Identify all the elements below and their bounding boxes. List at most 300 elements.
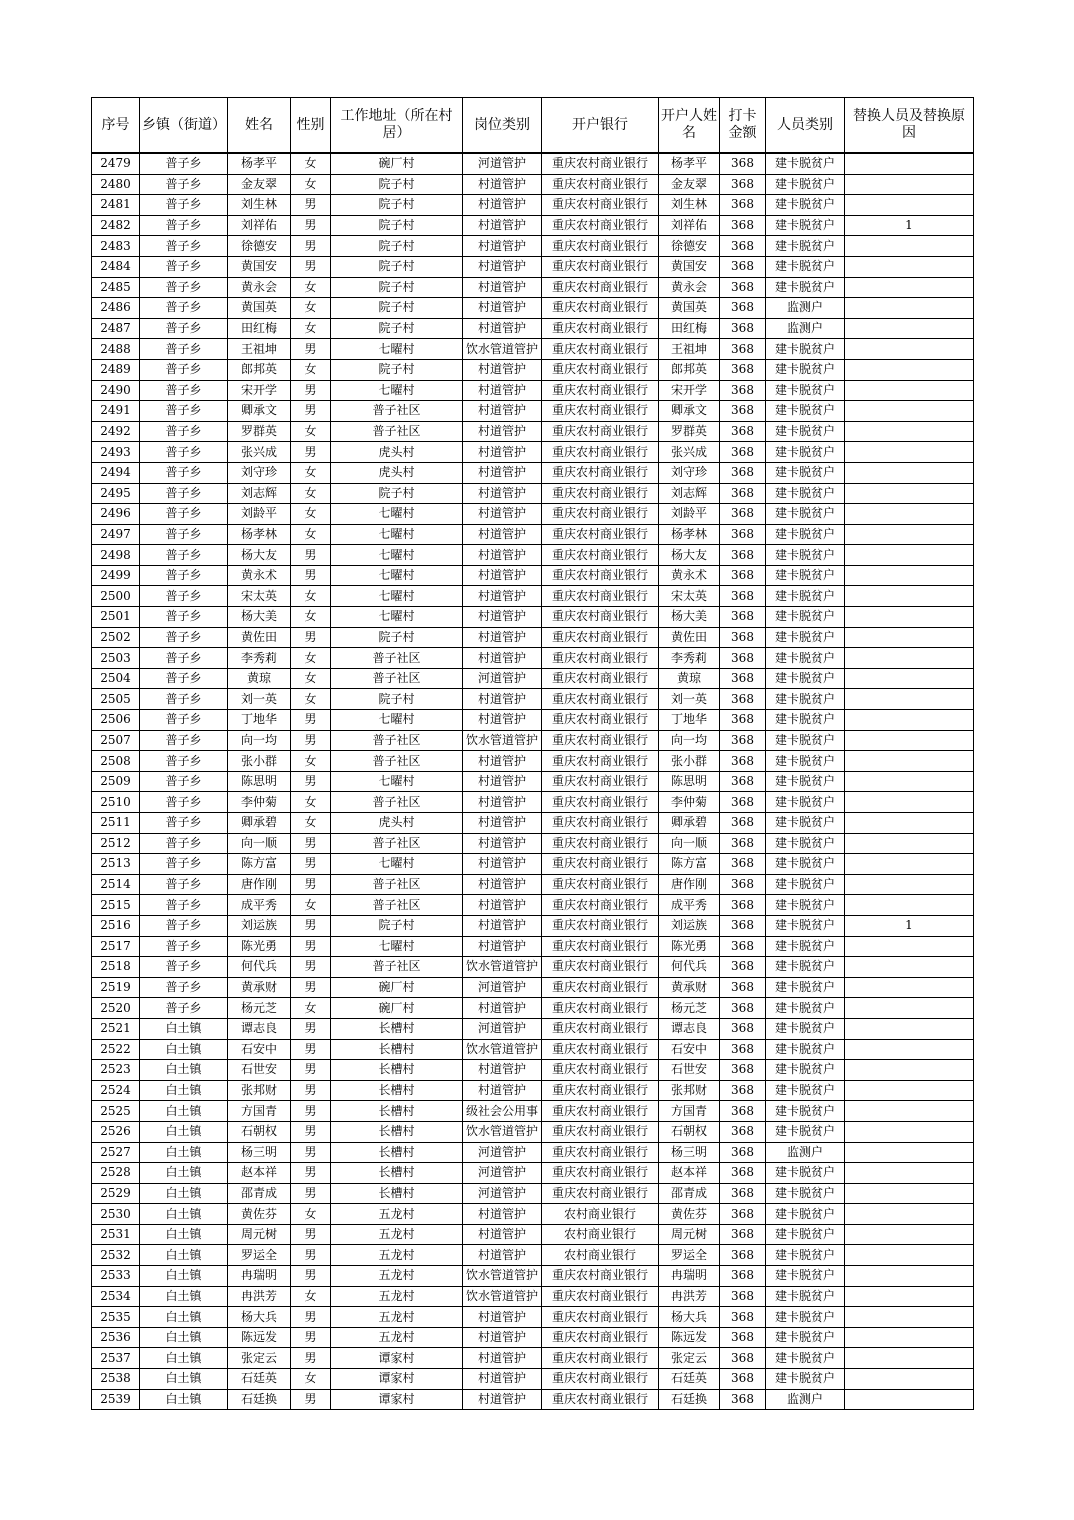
cell-account-holder: 李秀莉 — [659, 648, 720, 669]
col-header-work-address: 工作地址（所在村居） — [331, 98, 463, 154]
cell-post-type: 村道管护 — [463, 915, 542, 936]
cell-bank: 重庆农村商业银行 — [542, 586, 659, 607]
cell-gender: 女 — [291, 751, 331, 772]
cell-name: 张小群 — [228, 751, 291, 772]
cell-post-type: 村道管护 — [463, 1369, 542, 1390]
cell-serial: 2498 — [92, 545, 140, 566]
cell-work-address: 五龙村 — [331, 1286, 463, 1307]
cell-work-address: 普子社区 — [331, 421, 463, 442]
cell-serial: 2535 — [92, 1307, 140, 1328]
cell-serial: 2511 — [92, 813, 140, 834]
cell-person-category: 建卡脱贫户 — [766, 730, 845, 751]
cell-post-type: 村道管护 — [463, 1080, 542, 1101]
table-row — [92, 792, 974, 813]
cell-post-type: 村道管护 — [463, 1224, 542, 1245]
cell-bank: 重庆农村商业银行 — [542, 1039, 659, 1060]
cell-bank: 重庆农村商业银行 — [542, 1080, 659, 1101]
cell-amount: 368 — [720, 668, 766, 689]
table-row — [92, 1204, 974, 1225]
cell-amount: 368 — [720, 215, 766, 236]
cell-amount: 368 — [720, 627, 766, 648]
cell-amount: 368 — [720, 1060, 766, 1081]
cell-account-holder: 杨大兵 — [659, 1307, 720, 1328]
cell-replacement — [845, 833, 974, 854]
cell-person-category: 建卡脱贫户 — [766, 813, 845, 834]
cell-name: 黄佐芬 — [228, 1204, 291, 1225]
cell-name: 刘志辉 — [228, 483, 291, 504]
cell-gender: 女 — [291, 586, 331, 607]
cell-post-type: 饮水管道管护 — [463, 1039, 542, 1060]
cell-bank: 重庆农村商业银行 — [542, 524, 659, 545]
cell-name: 卿承碧 — [228, 813, 291, 834]
table-row — [92, 586, 974, 607]
cell-replacement — [845, 236, 974, 257]
cell-person-category: 建卡脱贫户 — [766, 1286, 845, 1307]
cell-name: 赵本祥 — [228, 1163, 291, 1184]
cell-work-address: 七曜村 — [331, 524, 463, 545]
cell-serial: 2499 — [92, 565, 140, 586]
cell-post-type: 村道管护 — [463, 545, 542, 566]
cell-township: 普子乡 — [140, 751, 228, 772]
cell-township: 普子乡 — [140, 833, 228, 854]
cell-township: 普子乡 — [140, 318, 228, 339]
cell-account-holder: 金友翠 — [659, 174, 720, 195]
cell-person-category: 建卡脱贫户 — [766, 1080, 845, 1101]
cell-serial: 2527 — [92, 1142, 140, 1163]
cell-gender: 男 — [291, 627, 331, 648]
cell-name: 李秀莉 — [228, 648, 291, 669]
cell-name: 宋开学 — [228, 380, 291, 401]
cell-amount: 368 — [720, 318, 766, 339]
table-row — [92, 1121, 974, 1142]
cell-person-category: 建卡脱贫户 — [766, 689, 845, 710]
cell-bank: 重庆农村商业银行 — [542, 607, 659, 628]
cell-work-address: 院子村 — [331, 359, 463, 380]
cell-person-category: 建卡脱贫户 — [766, 1018, 845, 1039]
cell-work-address: 院子村 — [331, 174, 463, 195]
cell-post-type: 村道管护 — [463, 359, 542, 380]
cell-bank: 重庆农村商业银行 — [542, 1327, 659, 1348]
cell-township: 普子乡 — [140, 710, 228, 731]
cell-township: 普子乡 — [140, 915, 228, 936]
cell-serial: 2531 — [92, 1224, 140, 1245]
cell-name: 杨元芝 — [228, 998, 291, 1019]
cell-bank: 农村商业银行 — [542, 1245, 659, 1266]
cell-serial: 2487 — [92, 318, 140, 339]
cell-township: 普子乡 — [140, 689, 228, 710]
table-row — [92, 277, 974, 298]
cell-replacement — [845, 710, 974, 731]
cell-serial: 2481 — [92, 195, 140, 216]
table-row — [92, 359, 974, 380]
cell-township: 白土镇 — [140, 1204, 228, 1225]
table-row — [92, 421, 974, 442]
cell-amount: 368 — [720, 442, 766, 463]
cell-gender: 女 — [291, 153, 331, 174]
table-row — [92, 483, 974, 504]
cell-name: 张邦财 — [228, 1080, 291, 1101]
cell-amount: 368 — [720, 1039, 766, 1060]
cell-person-category: 建卡脱贫户 — [766, 1183, 845, 1204]
cell-work-address: 长槽村 — [331, 1183, 463, 1204]
cell-bank: 重庆农村商业银行 — [542, 833, 659, 854]
table-row — [92, 689, 974, 710]
cell-township: 普子乡 — [140, 462, 228, 483]
cell-name: 卿承文 — [228, 401, 291, 422]
cell-account-holder: 陈思明 — [659, 771, 720, 792]
cell-serial: 2508 — [92, 751, 140, 772]
cell-township: 白土镇 — [140, 1060, 228, 1081]
cell-name: 张定云 — [228, 1348, 291, 1369]
cell-work-address: 院子村 — [331, 215, 463, 236]
cell-account-holder: 罗群英 — [659, 421, 720, 442]
cell-township: 白土镇 — [140, 1183, 228, 1204]
cell-serial: 2484 — [92, 256, 140, 277]
cell-amount: 368 — [720, 359, 766, 380]
cell-person-category: 建卡脱贫户 — [766, 1369, 845, 1390]
cell-serial: 2504 — [92, 668, 140, 689]
cell-serial: 2524 — [92, 1080, 140, 1101]
table-row — [92, 153, 974, 174]
cell-amount: 368 — [720, 710, 766, 731]
cell-account-holder: 向一均 — [659, 730, 720, 751]
cell-replacement — [845, 668, 974, 689]
cell-amount: 368 — [720, 545, 766, 566]
cell-amount: 368 — [720, 936, 766, 957]
cell-bank: 重庆农村商业银行 — [542, 298, 659, 319]
table-row — [92, 318, 974, 339]
cell-post-type: 村道管护 — [463, 792, 542, 813]
cell-post-type: 村道管护 — [463, 298, 542, 319]
cell-account-holder: 陈光勇 — [659, 936, 720, 957]
cell-name: 杨三明 — [228, 1142, 291, 1163]
cell-bank: 重庆农村商业银行 — [542, 277, 659, 298]
cell-replacement — [845, 298, 974, 319]
cell-amount: 368 — [720, 339, 766, 360]
cell-post-type: 村道管护 — [463, 751, 542, 772]
cell-bank: 重庆农村商业银行 — [542, 915, 659, 936]
cell-account-holder: 宋开学 — [659, 380, 720, 401]
cell-person-category: 建卡脱贫户 — [766, 1245, 845, 1266]
cell-name: 刘一英 — [228, 689, 291, 710]
cell-amount: 368 — [720, 1389, 766, 1410]
cell-replacement — [845, 895, 974, 916]
cell-name: 石廷换 — [228, 1389, 291, 1410]
cell-amount: 368 — [720, 813, 766, 834]
cell-replacement — [845, 483, 974, 504]
cell-gender: 女 — [291, 1204, 331, 1225]
cell-gender: 男 — [291, 401, 331, 422]
cell-township: 普子乡 — [140, 195, 228, 216]
cell-work-address: 五龙村 — [331, 1245, 463, 1266]
cell-name: 陈光勇 — [228, 936, 291, 957]
cell-account-holder: 刘运族 — [659, 915, 720, 936]
col-header-name: 姓名 — [228, 98, 291, 154]
cell-person-category: 建卡脱贫户 — [766, 174, 845, 195]
cell-bank: 重庆农村商业银行 — [542, 1307, 659, 1328]
table-row — [92, 1286, 974, 1307]
cell-person-category: 建卡脱贫户 — [766, 236, 845, 257]
cell-work-address: 谭家村 — [331, 1389, 463, 1410]
cell-person-category: 建卡脱贫户 — [766, 153, 845, 174]
cell-name: 冉洪芳 — [228, 1286, 291, 1307]
cell-person-category: 监测户 — [766, 298, 845, 319]
table-row — [92, 1307, 974, 1328]
cell-person-category: 建卡脱贫户 — [766, 874, 845, 895]
cell-work-address: 普子社区 — [331, 957, 463, 978]
cell-replacement — [845, 524, 974, 545]
cell-account-holder: 成平秀 — [659, 895, 720, 916]
cell-gender: 男 — [291, 442, 331, 463]
cell-township: 普子乡 — [140, 174, 228, 195]
cell-gender: 男 — [291, 256, 331, 277]
cell-serial: 2516 — [92, 915, 140, 936]
cell-name: 黄琼 — [228, 668, 291, 689]
cell-gender: 女 — [291, 792, 331, 813]
cell-name: 黄永会 — [228, 277, 291, 298]
cell-replacement — [845, 1142, 974, 1163]
cell-replacement: 1 — [845, 915, 974, 936]
table-row — [92, 1245, 974, 1266]
cell-work-address: 五龙村 — [331, 1266, 463, 1287]
table-row — [92, 1142, 974, 1163]
cell-post-type: 村道管护 — [463, 195, 542, 216]
cell-township: 普子乡 — [140, 215, 228, 236]
cell-post-type: 饮水管道管护 — [463, 957, 542, 978]
cell-work-address: 普子社区 — [331, 401, 463, 422]
cell-township: 普子乡 — [140, 442, 228, 463]
cell-person-category: 建卡脱贫户 — [766, 710, 845, 731]
cell-gender: 女 — [291, 668, 331, 689]
cell-bank: 重庆农村商业银行 — [542, 545, 659, 566]
cell-name: 邵青成 — [228, 1183, 291, 1204]
cell-township: 普子乡 — [140, 504, 228, 525]
cell-person-category: 建卡脱贫户 — [766, 380, 845, 401]
cell-replacement — [845, 1327, 974, 1348]
cell-account-holder: 石廷英 — [659, 1369, 720, 1390]
cell-replacement — [845, 771, 974, 792]
cell-serial: 2532 — [92, 1245, 140, 1266]
cell-name: 石安中 — [228, 1039, 291, 1060]
cell-bank: 重庆农村商业银行 — [542, 1286, 659, 1307]
cell-amount: 368 — [720, 298, 766, 319]
cell-serial: 2505 — [92, 689, 140, 710]
table-row — [92, 298, 974, 319]
cell-person-category: 建卡脱贫户 — [766, 195, 845, 216]
cell-replacement — [845, 936, 974, 957]
table-row — [92, 936, 974, 957]
table-row — [92, 710, 974, 731]
cell-bank: 重庆农村商业银行 — [542, 792, 659, 813]
cell-work-address: 长槽村 — [331, 1060, 463, 1081]
cell-serial: 2521 — [92, 1018, 140, 1039]
cell-gender: 男 — [291, 236, 331, 257]
cell-post-type: 村道管护 — [463, 1204, 542, 1225]
cell-township: 普子乡 — [140, 401, 228, 422]
cell-replacement — [845, 195, 974, 216]
cell-post-type: 村道管护 — [463, 565, 542, 586]
cell-serial: 2518 — [92, 957, 140, 978]
cell-post-type: 河道管护 — [463, 1163, 542, 1184]
cell-person-category: 建卡脱贫户 — [766, 545, 845, 566]
cell-work-address: 普子社区 — [331, 751, 463, 772]
cell-name: 周元树 — [228, 1224, 291, 1245]
cell-work-address: 七曜村 — [331, 504, 463, 525]
cell-amount: 368 — [720, 483, 766, 504]
cell-account-holder: 罗运全 — [659, 1245, 720, 1266]
cell-bank: 重庆农村商业银行 — [542, 771, 659, 792]
cell-replacement — [845, 1163, 974, 1184]
cell-township: 白土镇 — [140, 1018, 228, 1039]
cell-replacement — [845, 730, 974, 751]
cell-gender: 男 — [291, 936, 331, 957]
cell-replacement — [845, 1039, 974, 1060]
cell-amount: 368 — [720, 277, 766, 298]
cell-work-address: 七曜村 — [331, 936, 463, 957]
cell-bank: 重庆农村商业银行 — [542, 1060, 659, 1081]
cell-gender: 女 — [291, 318, 331, 339]
cell-post-type: 村道管护 — [463, 421, 542, 442]
cell-account-holder: 黄国安 — [659, 256, 720, 277]
cell-amount: 368 — [720, 153, 766, 174]
cell-name: 唐作刚 — [228, 874, 291, 895]
cell-post-type: 村道管护 — [463, 236, 542, 257]
cell-account-holder: 张兴成 — [659, 442, 720, 463]
cell-bank: 农村商业银行 — [542, 1204, 659, 1225]
cell-serial: 2530 — [92, 1204, 140, 1225]
col-header-person-category: 人员类别 — [766, 98, 845, 154]
cell-gender: 男 — [291, 771, 331, 792]
cell-name: 杨大美 — [228, 607, 291, 628]
table-row — [92, 339, 974, 360]
cell-work-address: 院子村 — [331, 915, 463, 936]
cell-serial: 2485 — [92, 277, 140, 298]
cell-post-type: 村道管护 — [463, 504, 542, 525]
cell-serial: 2517 — [92, 936, 140, 957]
cell-work-address: 七曜村 — [331, 565, 463, 586]
cell-serial: 2526 — [92, 1121, 140, 1142]
cell-serial: 2538 — [92, 1369, 140, 1390]
cell-person-category: 建卡脱贫户 — [766, 607, 845, 628]
cell-person-category: 建卡脱贫户 — [766, 751, 845, 772]
cell-account-holder: 徐德安 — [659, 236, 720, 257]
cell-post-type: 村道管护 — [463, 462, 542, 483]
cell-bank: 重庆农村商业银行 — [542, 401, 659, 422]
cell-work-address: 院子村 — [331, 318, 463, 339]
cell-township: 白土镇 — [140, 1369, 228, 1390]
cell-township: 白土镇 — [140, 1142, 228, 1163]
cell-post-type: 河道管护 — [463, 153, 542, 174]
cell-serial: 2525 — [92, 1101, 140, 1122]
cell-name: 刘龄平 — [228, 504, 291, 525]
cell-serial: 2493 — [92, 442, 140, 463]
cell-account-holder: 杨孝林 — [659, 524, 720, 545]
cell-name: 罗群英 — [228, 421, 291, 442]
cell-work-address: 七曜村 — [331, 380, 463, 401]
cell-bank: 重庆农村商业银行 — [542, 1369, 659, 1390]
cell-bank: 农村商业银行 — [542, 1224, 659, 1245]
cell-replacement — [845, 1369, 974, 1390]
cell-amount: 368 — [720, 1369, 766, 1390]
cell-person-category: 建卡脱贫户 — [766, 957, 845, 978]
cell-gender: 男 — [291, 1307, 331, 1328]
cell-name: 杨孝林 — [228, 524, 291, 545]
cell-serial: 2510 — [92, 792, 140, 813]
col-header-gender: 性别 — [291, 98, 331, 154]
cell-amount: 368 — [720, 648, 766, 669]
cell-account-holder: 陈远发 — [659, 1327, 720, 1348]
cell-gender: 男 — [291, 195, 331, 216]
cell-person-category: 建卡脱贫户 — [766, 895, 845, 916]
cell-post-type: 村道管护 — [463, 936, 542, 957]
cell-name: 陈方富 — [228, 854, 291, 875]
cell-account-holder: 刘守珍 — [659, 462, 720, 483]
cell-replacement — [845, 998, 974, 1019]
cell-replacement — [845, 1348, 974, 1369]
cell-serial: 2502 — [92, 627, 140, 648]
cell-account-holder: 冉瑞明 — [659, 1266, 720, 1287]
cell-amount: 368 — [720, 895, 766, 916]
cell-person-category: 建卡脱贫户 — [766, 586, 845, 607]
cell-amount: 368 — [720, 421, 766, 442]
cell-name: 刘祥佑 — [228, 215, 291, 236]
cell-gender: 女 — [291, 648, 331, 669]
cell-gender: 女 — [291, 462, 331, 483]
cell-amount: 368 — [720, 751, 766, 772]
cell-township: 普子乡 — [140, 236, 228, 257]
cell-replacement — [845, 1286, 974, 1307]
table-row — [92, 607, 974, 628]
cell-amount: 368 — [720, 1348, 766, 1369]
cell-amount: 368 — [720, 236, 766, 257]
cell-serial: 2496 — [92, 504, 140, 525]
cell-name: 谭志良 — [228, 1018, 291, 1039]
cell-replacement — [845, 854, 974, 875]
cell-gender: 男 — [291, 1348, 331, 1369]
cell-amount: 368 — [720, 607, 766, 628]
cell-bank: 重庆农村商业银行 — [542, 689, 659, 710]
cell-post-type: 村道管护 — [463, 813, 542, 834]
cell-person-category: 建卡脱贫户 — [766, 1204, 845, 1225]
cell-bank: 重庆农村商业银行 — [542, 442, 659, 463]
cell-post-type: 村道管护 — [463, 401, 542, 422]
cell-work-address: 院子村 — [331, 256, 463, 277]
cell-amount: 368 — [720, 1163, 766, 1184]
cell-name: 冉瑞明 — [228, 1266, 291, 1287]
cell-replacement — [845, 1307, 974, 1328]
cell-replacement — [845, 1389, 974, 1410]
cell-bank: 重庆农村商业银行 — [542, 1348, 659, 1369]
cell-bank: 重庆农村商业银行 — [542, 936, 659, 957]
cell-amount: 368 — [720, 586, 766, 607]
table-row — [92, 545, 974, 566]
cell-person-category: 建卡脱贫户 — [766, 215, 845, 236]
cell-gender: 男 — [291, 1245, 331, 1266]
cell-account-holder: 邵青成 — [659, 1183, 720, 1204]
cell-account-holder: 黄佐芬 — [659, 1204, 720, 1225]
cell-township: 白土镇 — [140, 1224, 228, 1245]
cell-account-holder: 刘一英 — [659, 689, 720, 710]
cell-replacement — [845, 462, 974, 483]
cell-amount: 368 — [720, 1307, 766, 1328]
cell-serial: 2491 — [92, 401, 140, 422]
cell-gender: 男 — [291, 565, 331, 586]
table-row — [92, 648, 974, 669]
cell-post-type: 河道管护 — [463, 1142, 542, 1163]
cell-serial: 2519 — [92, 977, 140, 998]
cell-serial: 2515 — [92, 895, 140, 916]
cell-replacement — [845, 1121, 974, 1142]
